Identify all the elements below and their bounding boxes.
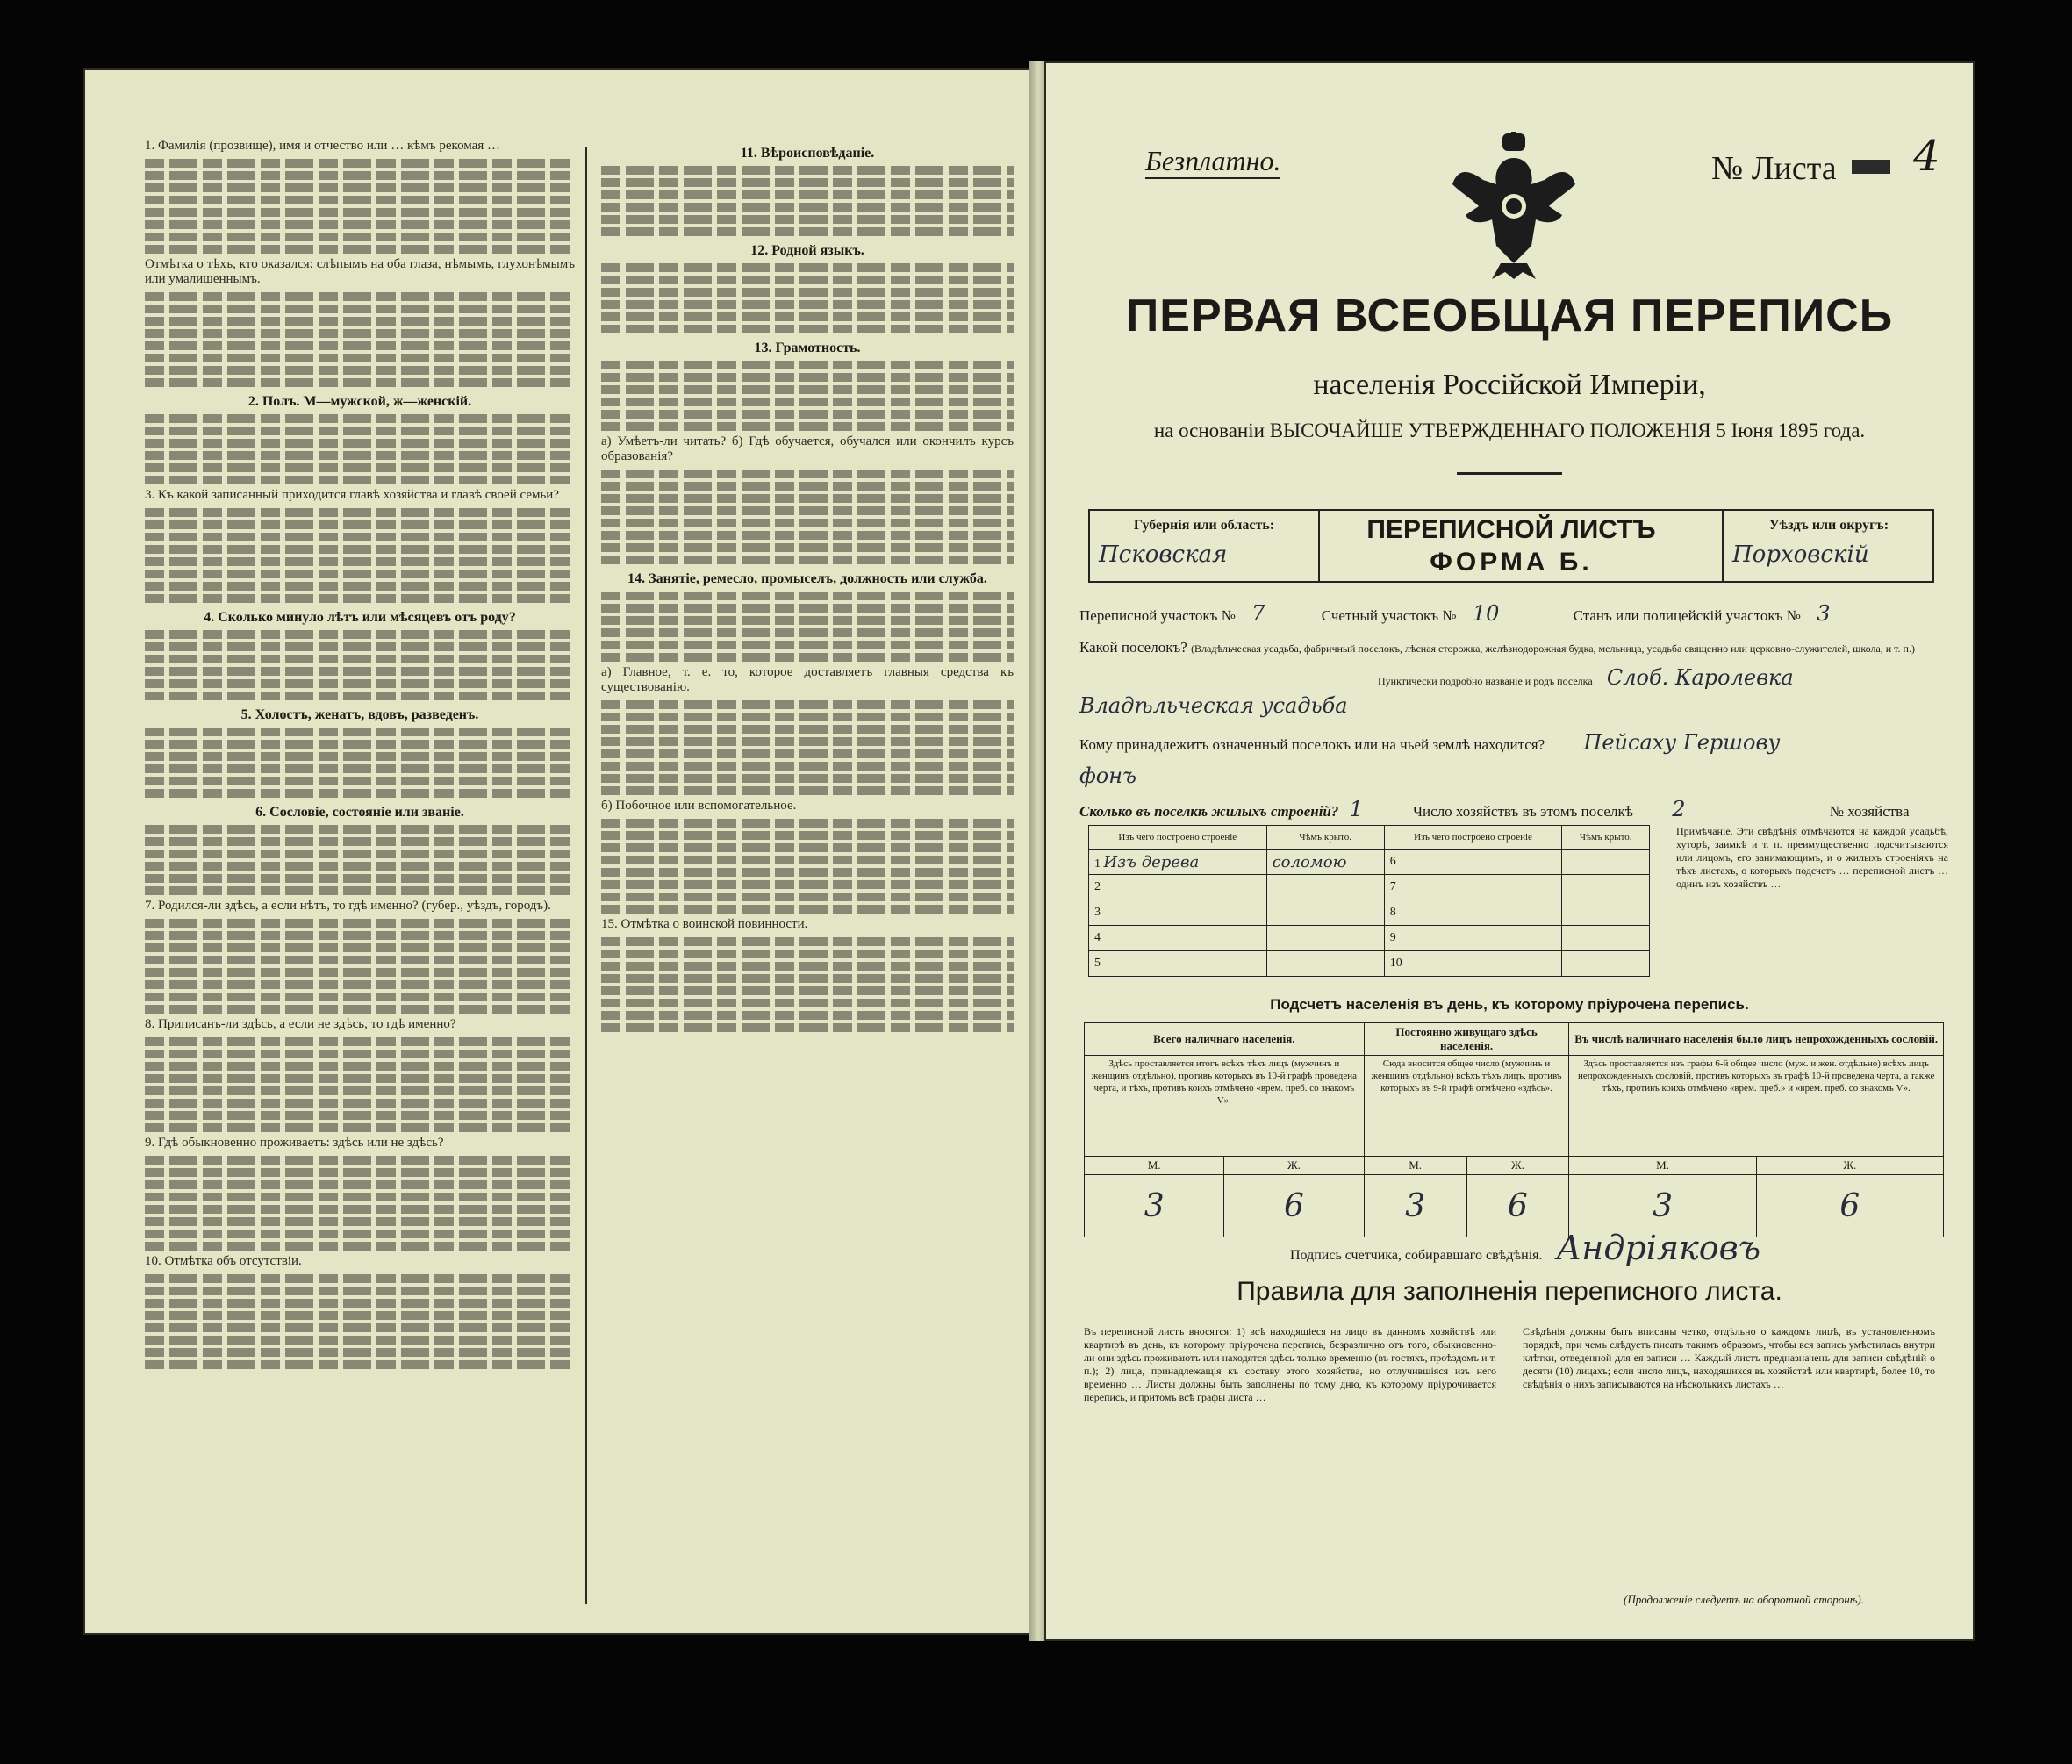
print-filler-line [145,233,575,241]
print-filler-line [145,208,575,217]
print-filler-line [145,451,575,460]
print-filler-line [601,737,1014,746]
section-paragraph: 15. Отмѣтка о воинской повинности. [601,917,808,931]
police-district-value: 3 [1817,601,1831,626]
print-filler-line [145,837,575,846]
print-filler-line [601,819,1014,828]
section-paragraph: 1. Фамилія (прозвище), имя и отчество или … кѣмъ рекомая … [145,139,500,153]
print-filler-line [601,628,1014,637]
print-filler-line [601,288,1014,297]
print-filler-line [601,276,1014,284]
sheet-number-handwritten: 4 [1913,132,1940,181]
section-heading: 12. Родной языкъ. [750,243,864,258]
settlement-line-2 [1079,665,1957,690]
print-filler-line [145,728,575,736]
print-filler-line [601,263,1014,272]
row-number: 2 [1089,875,1267,900]
print-filler-line [145,825,575,834]
print-filler-line [601,410,1014,419]
title-separator [1457,472,1562,475]
page-subtitle: населенія Россійской Имперіи, [1313,369,1706,401]
print-filler-line [601,300,1014,309]
building-roof [1562,850,1650,875]
print-filler-line [145,630,575,639]
signature-label: Подпись счетчика, собиравшаго свѣдѣнія. [1290,1248,1543,1263]
print-filler-line [601,325,1014,333]
buildings-header-material-right: Изъ чего построено строеніе [1384,826,1562,850]
print-filler-line [145,508,575,517]
print-filler-line [145,789,575,798]
print-filler-line [145,570,575,578]
page-title: ПЕРВАЯ ВСЕОБЩАЯ ПЕРЕПИСЬ [1125,290,1894,341]
gubernia-value: Псковская [1099,541,1228,568]
print-filler-line [601,725,1014,734]
table-row [1089,926,1650,951]
print-filler-line [145,1336,575,1345]
print-filler-line [601,616,1014,625]
section-heading: 6. Сословіе, состояніе или званіе. [255,805,464,820]
owner-line-2 [1079,764,1957,788]
page-subtitle-decree: на основаніи ВЫСОЧАЙШЕ УТВЕРЖДЕННАГО ПОЛОЖЕНІЯ 5 Іюня 1895 года. [1153,419,1866,441]
print-filler-line [601,178,1014,187]
print-filler-line [601,1023,1014,1032]
print-filler-line [145,850,575,858]
print-filler-line [145,196,575,204]
population-header-resident: Постоянно живущаго здѣсь населенія. [1364,1023,1569,1056]
settlement-line-3 [1079,693,1957,718]
print-filler-line [145,1168,575,1177]
print-filler-line [145,463,575,472]
census-district-value: 7 [1251,601,1265,626]
print-filler-line [601,641,1014,649]
form-subtitle: ФОРМА Б. [1430,548,1593,577]
print-filler-line [601,531,1014,540]
print-filler-line [601,653,1014,662]
print-filler-line [145,427,575,435]
print-filler-line [145,667,575,676]
print-filler-line [145,183,575,192]
print-filler-line [145,1086,575,1095]
population-table [1084,1022,1944,1237]
print-filler-line [145,1156,575,1165]
section-heading: 11. Вѣроисповѣданіе. [740,146,875,161]
print-filler-line [601,831,1014,840]
population-other-male: 3 [1569,1175,1756,1237]
print-filler-line [145,968,575,977]
sheet-number-label: № Листа [1711,150,1837,187]
print-filler-line [145,545,575,554]
print-filler-line [145,520,575,529]
print-filler-line [601,604,1014,613]
print-filler-line [145,582,575,591]
row-number: 8 [1384,900,1562,926]
print-filler-line [601,385,1014,394]
print-filler-line [145,919,575,928]
print-filler-line [145,1323,575,1332]
print-filler-line [145,1099,575,1108]
sheet-number-redaction [1852,160,1890,174]
table-row [1089,850,1650,875]
form-title: ПЕРЕПИСНОЙ ЛИСТЪ [1366,515,1656,544]
building-roof [1266,875,1384,900]
owner-label: Кому принадлежитъ означенный поселокъ или на чьей землѣ находится? [1079,736,1545,753]
print-filler-line [601,880,1014,889]
print-filler-line [145,366,575,375]
print-filler-line [145,862,575,871]
print-filler-line [601,962,1014,971]
print-filler-line [601,843,1014,852]
building-roof [1266,926,1384,951]
print-filler-line [145,414,575,423]
print-filler-line [601,506,1014,515]
sex-label-female: Ж. [1466,1157,1569,1175]
print-filler-line [145,594,575,603]
building-roof [1266,900,1384,926]
print-filler-line [601,974,1014,983]
print-filler-line [145,1287,575,1295]
print-filler-line [145,159,575,168]
print-filler-line [601,556,1014,564]
print-filler-line [145,980,575,989]
print-filler-line [601,470,1014,478]
print-filler-line [145,439,575,448]
print-filler-line [145,1299,575,1308]
buildings-header-roof-left: Чѣмъ крыто. [1266,826,1384,850]
section-paragraph: 10. Отмѣтка объ отсутствіи. [145,1254,302,1268]
print-filler-line [601,166,1014,175]
building-roof [1562,900,1650,926]
imperial-eagle-emblem [1448,132,1580,281]
buildings-note: Примѣчаніе. Эти свѣдѣнія отмѣчаются на каждой усадьбѣ, хуторѣ, заимкѣ и т. п. преимущественно подсчитываются или лицомъ, его занимающимъ, и о жилыхъ строеніяхъ на тѣхъ листахъ, о которыхъ подсчетъ … переписной листъ … одинъ изъ хозяйствъ … [1676,825,1948,890]
print-filler-line [145,943,575,952]
print-filler-line [601,893,1014,901]
population-header-total: Всего наличнаго населенія. [1085,1023,1365,1056]
print-filler-line [145,1217,575,1226]
sex-label-female: Ж. [1224,1157,1364,1175]
print-filler-line [145,476,575,484]
count-district-label: Счетный участокъ № [1321,607,1457,624]
section-paragraph: 3. Къ какой записанный приходится главѣ хозяйства и главѣ своей семьи? [145,488,559,502]
row-number: 6 [1384,850,1562,875]
print-filler-line [145,245,575,254]
settlement-label: Какой поселокъ? [1079,639,1187,656]
print-filler-line [601,762,1014,771]
print-filler-line [145,354,575,362]
print-filler-line [145,1274,575,1283]
police-district-label: Станъ или полицейскій участокъ № [1573,607,1801,624]
row-number: 3 [1089,900,1267,926]
population-desc-other: Здѣсь проставляется изъ графы 6-й общее число (муж. и жен. отдѣльно) всѣхъ лицъ непрохожденныхъ сословій, противъ которыхъ въ графѣ 10-й проведена черта, а также тѣхъ, противъ коихъ отмѣчено «врем. преб.» и «врем. преб. со знакомъ V». [1569,1056,1944,1157]
print-filler-line [601,543,1014,552]
section-heading: 13. Грамотность. [754,341,861,355]
uezd-label: Уѣздъ или округъ: [1768,518,1889,533]
print-filler-line [601,868,1014,877]
print-filler-line [601,1011,1014,1020]
print-filler-line [145,752,575,761]
sex-label-male: М. [1569,1157,1756,1175]
settlement-line [1079,639,1957,656]
count-district-value: 10 [1472,601,1500,626]
print-filler-line [145,292,575,301]
owner-value-1: Пейсаху Гершову [1583,730,1781,755]
form-header-box [1088,509,1934,583]
population-total-male: 3 [1085,1175,1224,1237]
building-roof [1266,951,1384,977]
gubernia-label: Губернія или область: [1133,518,1275,533]
rules-left-text: Въ переписной листъ вносятся: 1) всѣ находящіеся на лицо въ данномъ хозяйствѣ или квартирѣ въ день, къ которому пріурочена перепись, безразлично отъ того, обыкновенно-ли они здѣсь проживаютъ или находятся здѣсь только временно (въ гостяхъ, проѣздомъ и т. п.); 2) лица, принадлежащія къ составу этого хозяйства, но отлучившіяся изъ него временно … Листы должны быть заполнены по тому дню, къ которому пріурочивается перепись, и притомъ всѣ графы листа … [1084,1325,1496,1403]
population-header-other: Въ числѣ наличнаго населенія было лицъ непрохожденныхъ сословій. [1569,1023,1944,1056]
section-paragraph: а) Главное, т. е. то, которое доставляетъ главныя средства къ существованію. [601,665,1014,694]
print-filler-line [145,329,575,338]
print-filler-line [145,1074,575,1083]
left-column-a [145,139,575,1582]
print-filler-line [145,874,575,883]
section-paragraph: б) Побочное или вспомогательное. [601,799,797,813]
buildings-header-material-left: Изъ чего построено строеніе [1089,826,1267,850]
print-filler-line [601,361,1014,369]
settlement-value-1: Слоб. Каролевка [1606,665,1794,690]
print-filler-line [601,713,1014,721]
left-page [83,68,1031,1635]
print-filler-line [145,378,575,387]
buildings-header-roof-right: Чѣмъ крыто. [1562,826,1650,850]
print-filler-line [145,220,575,229]
section-heading: 5. Холостъ, женатъ, вдовъ, разведенъ. [240,707,479,722]
population-total-female: 6 [1224,1175,1364,1237]
print-filler-line [145,557,575,566]
print-filler-line [145,1180,575,1189]
population-desc-total: Здѣсь проставляется итогъ всѣхъ тѣхъ лицъ (мужчинъ и женщинъ отдѣльно), противъ которыхъ въ 10-й графѣ проведена черта, и тѣхъ, противъ коихъ отмѣчено «врем. преб. со знакомъ V». [1085,1056,1365,1157]
print-filler-line [601,227,1014,236]
print-filler-line [145,655,575,663]
row-number: 5 [1089,951,1267,977]
print-filler-line [145,305,575,313]
gubernia-cell [1090,511,1320,581]
print-filler-line [145,533,575,541]
household-number-label: № хозяйства [1829,803,1910,820]
settlement-note-2: Пунктически подробно названіе и родъ поселка [1378,675,1593,687]
sex-label-female: Ж. [1756,1157,1943,1175]
buildings-value: 1 [1349,797,1363,821]
building-roof: соломою [1266,850,1384,875]
print-filler-line [601,203,1014,212]
print-filler-line [145,1062,575,1071]
building-roof [1562,926,1650,951]
print-filler-line [601,856,1014,864]
settlement-value-2: Владѣльческая усадьба [1079,693,1348,718]
print-filler-line [145,1050,575,1058]
row-number: 1 [1094,857,1101,871]
building-roof [1562,951,1650,977]
buildings-table [1088,825,1650,977]
rules-title: Правила для заполненія переписного листа. [1237,1277,1782,1306]
print-filler-line [601,700,1014,709]
row-number: 4 [1089,926,1267,951]
section-heading: 2. Полъ. М—мужской, ж—женскій. [247,394,472,409]
buildings-label: Сколько въ поселкѣ жилыхъ строеній? [1079,803,1339,820]
print-filler-line [145,171,575,180]
print-filler-line [145,931,575,940]
owner-value-2: фонъ [1079,764,1137,788]
print-filler-line [601,786,1014,795]
print-filler-line [145,1111,575,1120]
print-filler-line [145,1230,575,1238]
print-filler-line [601,774,1014,783]
signature-line [1158,1229,1948,1267]
uezd-value: Порховскій [1732,541,1869,568]
building-roof [1562,875,1650,900]
print-filler-line [145,1037,575,1046]
row-number: 10 [1384,951,1562,977]
right-page [1044,61,1975,1641]
settlement-note: (Владѣльческая усадьба, фабричный поселокъ, лѣсная сторожка, желѣзнодорожная будка, мельница, усадьба священно или церковно-служителей, школа, и т. п.) [1191,642,1915,655]
district-line [1079,601,1957,626]
print-filler-line [601,482,1014,491]
print-filler-line [145,1005,575,1014]
row-number: 7 [1384,875,1562,900]
print-filler-line [145,1242,575,1251]
row-number: 9 [1384,926,1562,951]
signature-value: Андріяковъ [1556,1229,1761,1267]
print-filler-line [145,1193,575,1201]
table-row [1089,951,1650,977]
print-filler-line [601,950,1014,958]
print-filler-line [145,886,575,895]
print-filler-line [601,937,1014,946]
print-filler-line [601,749,1014,758]
population-resident-male: 3 [1364,1175,1466,1237]
table-row [1089,875,1650,900]
print-filler-line [145,692,575,700]
building-material: Изъ дерева [1103,852,1200,871]
print-filler-line [145,956,575,964]
print-filler-line [601,494,1014,503]
print-filler-line [145,1205,575,1214]
sex-label-male: М. [1364,1157,1466,1175]
print-filler-line [601,999,1014,1007]
print-filler-line [145,777,575,785]
print-filler-line [145,1348,575,1357]
print-filler-line [601,986,1014,995]
left-column-b [601,139,1014,1582]
print-filler-line [145,1123,575,1132]
print-filler-line [145,993,575,1001]
print-filler-line [601,905,1014,914]
footer-note: (Продолженіе следуетъ на оборотной сторонѣ). [1624,1593,1864,1606]
print-filler-line [601,215,1014,224]
free-label: Безплатно. [1145,145,1280,179]
section-paragraph: а) Умѣетъ-ли читать? б) Гдѣ обучается, обучался или окончилъ курсъ образованія? [601,434,1014,463]
print-filler-line [145,642,575,651]
rules-right-text: Свѣдѣнія должны быть вписаны четко, отдѣльно о каждомъ лицѣ, въ установленномъ порядкѣ, при чемъ слѣдуетъ писать такимъ образомъ, чтобы вся запись умѣстилась внутри клѣтки, отведенной для ея записи … Каждый листъ предназначенъ для записи свѣдѣній о десяти (10) лицахъ; если число лицъ, находящихся въ хозяйствѣ или квартирѣ, более 10, то свѣдѣнія о нихъ записываются на нѣсколькихъ листахъ … [1523,1325,1935,1390]
print-filler-line [145,740,575,749]
owner-line [1079,730,1957,755]
print-filler-line [601,519,1014,527]
section-heading: 14. Занятіе, ремесло, промыселъ, должность или служба. [627,571,987,586]
print-filler-line [145,317,575,326]
print-filler-line [145,1360,575,1369]
households-label: Число хозяйствъ въ этомъ поселкѣ [1413,803,1633,820]
print-filler-line [601,190,1014,199]
population-resident-female: 6 [1466,1175,1569,1237]
section-paragraph: 7. Родился-ли здѣсь, а если нѣтъ, то гдѣ именно? (губер., уѣздъ, городъ). [145,899,551,913]
sex-label-male: М. [1085,1157,1224,1175]
print-filler-line [601,592,1014,600]
census-district-label: Переписной участокъ № [1079,607,1236,624]
column-divider [585,147,587,1604]
population-desc-resident: Сюда вносится общее число (мужчинъ и женщинъ отдѣльно) всѣхъ тѣхъ лицъ, противъ которыхъ въ 9-й графѣ отмѣчено «здѣсь». [1364,1056,1569,1157]
print-filler-line [145,764,575,773]
population-other-female: 6 [1756,1175,1943,1237]
population-title: Подсчетъ населенія въ день, къ которому пріурочена перепись. [1270,996,1749,1013]
section-paragraph: Отмѣтка о тѣхъ, кто оказался: слѣпымъ на оба глаза, нѣмымъ, глухонѣмымъ или умалишеннымъ. [145,257,575,286]
print-filler-line [601,398,1014,406]
section-paragraph: 9. Гдѣ обыкновенно проживаетъ: здѣсь или не здѣсь? [145,1136,444,1150]
print-filler-line [601,373,1014,382]
table-row [1089,900,1650,926]
households-value: 2 [1672,797,1686,821]
uezd-cell [1722,511,1934,581]
print-filler-line [145,1311,575,1320]
print-filler-line [601,312,1014,321]
print-filler-line [145,341,575,350]
section-heading: 4. Сколько минуло лѣтъ или мѣсяцевъ отъ роду? [204,610,516,625]
print-filler-line [601,422,1014,431]
print-filler-line [145,679,575,688]
section-paragraph: 8. Приписанъ-ли здѣсь, а если не здѣсь, то гдѣ именно? [145,1017,456,1031]
buildings-line [1079,797,1957,821]
